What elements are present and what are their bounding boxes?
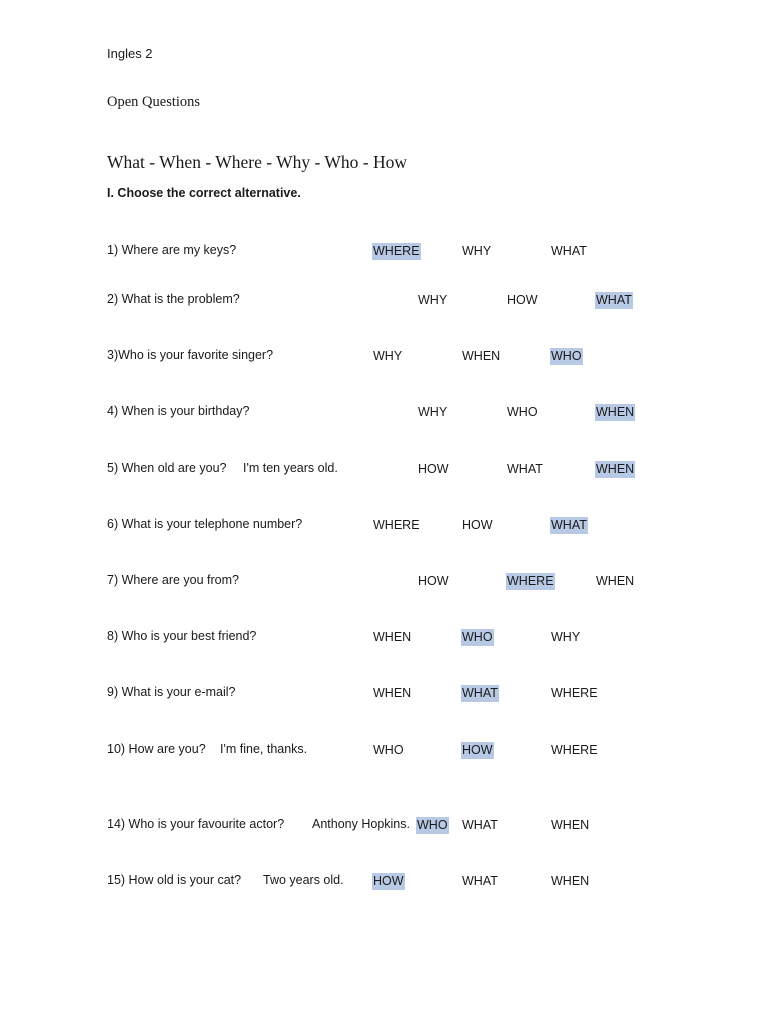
answer-option[interactable]: WHERE: [551, 743, 598, 757]
question-text: 7) Where are you from?: [107, 573, 239, 587]
instruction-text: I. Choose the correct alternative.: [107, 186, 301, 200]
question-words-title: What - When - Where - Why - Who - How: [107, 152, 407, 172]
answer-option[interactable]: WHEN: [373, 686, 412, 700]
answer-option[interactable]: WHAT: [462, 818, 498, 832]
sample-answer: I'm ten years old.: [243, 461, 338, 475]
answer-option[interactable]: WHY: [418, 405, 448, 419]
sample-answer: Two years old.: [263, 873, 344, 887]
answer-option[interactable]: HOW: [418, 462, 449, 476]
answer-option[interactable]: WHEN: [462, 349, 501, 363]
answer-option[interactable]: WHO: [373, 743, 404, 757]
question-text: 2) What is the problem?: [107, 292, 240, 306]
question-text: 8) Who is your best friend?: [107, 629, 257, 643]
answer-option[interactable]: WHY: [418, 293, 448, 307]
sample-answer: I'm fine, thanks.: [220, 742, 308, 756]
answer-option[interactable]: HOW: [418, 574, 449, 588]
answer-option[interactable]: WHAT: [462, 874, 498, 888]
answer-option[interactable]: WHEN: [551, 874, 590, 888]
selected-option[interactable]: WHO: [551, 349, 582, 363]
question-text: 10) How are you?: [107, 742, 206, 756]
answer-option[interactable]: WHERE: [551, 686, 598, 700]
selected-option[interactable]: HOW: [462, 743, 493, 757]
question-text: 1) Where are my keys?: [107, 243, 237, 257]
selected-option[interactable]: WHAT: [462, 686, 498, 700]
answer-option[interactable]: WHAT: [507, 462, 543, 476]
answer-option[interactable]: WHEN: [596, 574, 635, 588]
answer-option[interactable]: WHERE: [373, 518, 420, 532]
answer-option[interactable]: WHY: [462, 244, 492, 258]
answer-option[interactable]: WHEN: [551, 818, 590, 832]
selected-option[interactable]: HOW: [373, 874, 404, 888]
question-text: 9) What is your e-mail?: [107, 685, 236, 699]
answer-option[interactable]: WHY: [551, 630, 581, 644]
question-text: 3)Who is your favorite singer?: [107, 348, 274, 362]
selected-option[interactable]: WHO: [462, 630, 493, 644]
selected-option[interactable]: WHAT: [596, 293, 632, 307]
selected-option[interactable]: WHAT: [551, 518, 587, 532]
answer-option[interactable]: WHO: [507, 405, 538, 419]
question-text: 15) How old is your cat?: [107, 873, 242, 887]
question-text: 5) When old are you?: [107, 461, 227, 475]
selected-option[interactable]: WHEN: [596, 405, 635, 419]
selected-option[interactable]: WHEN: [596, 462, 635, 476]
selected-option[interactable]: WHO: [417, 818, 448, 832]
course-heading: Ingles 2: [107, 46, 153, 61]
selected-option[interactable]: WHERE: [507, 574, 554, 588]
page-subtitle: Open Questions: [107, 94, 201, 110]
answer-option[interactable]: WHEN: [373, 630, 412, 644]
answer-option[interactable]: WHY: [373, 349, 403, 363]
answer-option[interactable]: HOW: [462, 518, 493, 532]
selected-option[interactable]: WHERE: [373, 244, 420, 258]
question-text: 14) Who is your favourite actor?: [107, 817, 285, 831]
question-text: 6) What is your telephone number?: [107, 517, 303, 531]
question-text: 4) When is your birthday?: [107, 404, 250, 418]
answer-option[interactable]: HOW: [507, 293, 538, 307]
sample-answer: Anthony Hopkins.: [312, 817, 410, 831]
answer-option[interactable]: WHAT: [551, 244, 587, 258]
